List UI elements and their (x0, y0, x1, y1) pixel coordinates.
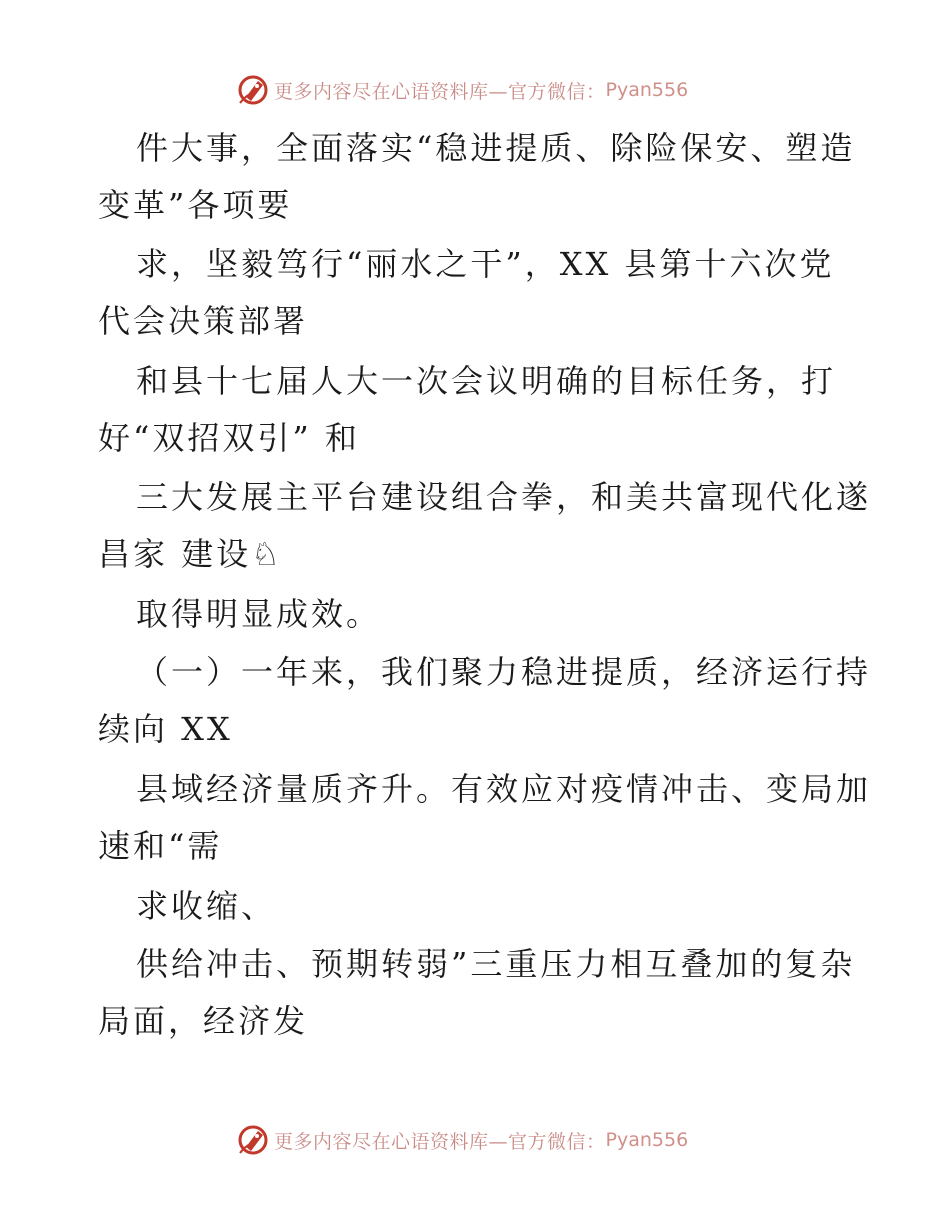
header-banner-wechat-id: Pyan556 (605, 79, 689, 101)
body-line-12: 县域经济量质齐升。有效应对疫情冲击、变局加 (136, 770, 872, 808)
footer-banner-wechat-id: Pyan556 (605, 1129, 689, 1151)
pen-nib-circle-logo-icon (236, 1123, 270, 1157)
body-line-8: 昌家 建设♘ (98, 535, 283, 573)
footer-banner (236, 1122, 688, 1158)
body-line-1: 件大事，全面落实“稳进提质、除险保安、塑造 (136, 129, 856, 167)
body-line-9: 取得明显成效。 (136, 595, 382, 633)
header-banner (236, 72, 688, 108)
body-line-16: 局面，经济发 (98, 1002, 309, 1040)
body-line-7: 三大发展主平台建设组合拳，和美共富现代化遂 (136, 478, 872, 516)
body-line-2: 变革”各项要 (98, 186, 293, 224)
body-line-3: 求，坚毅笃行“丽水之干”，XX 县第十六次党 (136, 245, 835, 283)
footer-banner-text: 更多内容尽在心语资料库—官方微信： (274, 1130, 606, 1153)
body-line-5: 和县十七届人大一次会议明确的目标任务，打 (136, 362, 837, 400)
body-line-6: 好“双招双引” 和 (98, 419, 360, 457)
body-line-15: 供给冲击、预期转弱”三重压力相互叠加的复杂 (136, 945, 856, 983)
body-line-4: 代会决策部署 (98, 302, 309, 340)
body-line-10: （一）一年来，我们聚力稳进提质，经济运行持 (136, 653, 872, 691)
header-banner-text: 更多内容尽在心语资料库—官方微信： (274, 80, 606, 103)
pen-nib-circle-logo-icon (236, 73, 270, 107)
body-line-14: 求收缩、 (136, 887, 277, 925)
body-line-11: 续向 XX (98, 710, 233, 748)
body-line-13: 速和“需 (98, 827, 223, 865)
